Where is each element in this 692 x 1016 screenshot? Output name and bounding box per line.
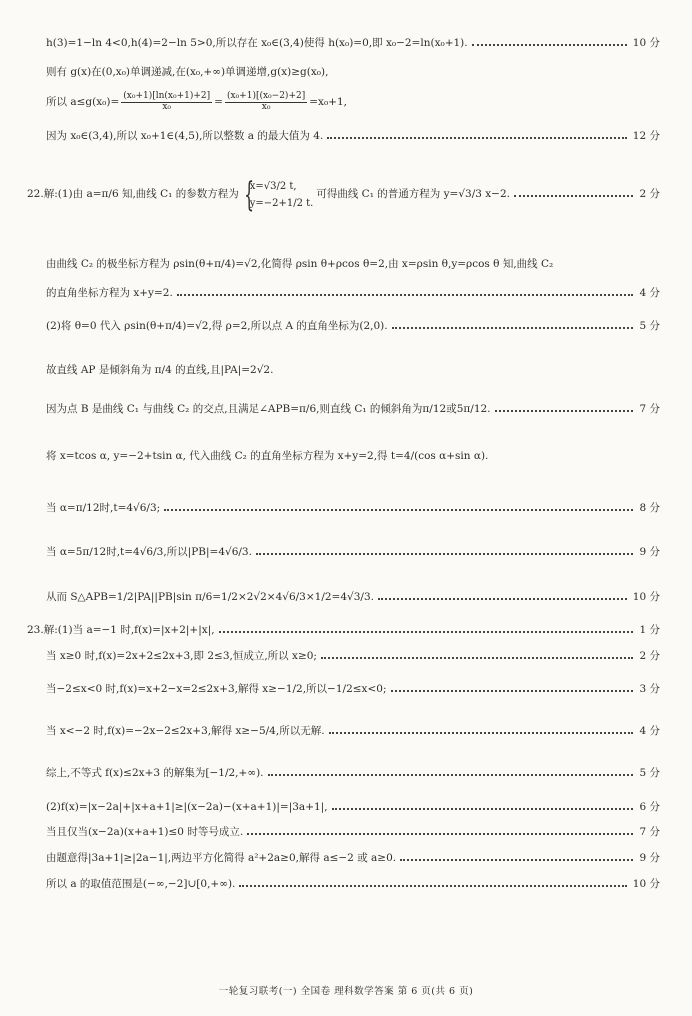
- line-7: [46, 287, 660, 301]
- line-1: [46, 37, 660, 51]
- line-5: [27, 160, 660, 230]
- line-text: 当 x<−2 时,f(x)=−2x−2≤2x+3,解得 x≥−5/4,所以无解.: [46, 725, 325, 737]
- line-6: [46, 258, 660, 272]
- leader-dots: [495, 410, 634, 412]
- line-13: [46, 546, 660, 560]
- system-row: y=−2+1/2 t.: [249, 198, 314, 209]
- leader-dots: [329, 732, 634, 734]
- equals-sign: =: [214, 95, 223, 108]
- denominator: x₀: [261, 101, 271, 112]
- line-text: (2)将 θ=0 代入 ρsin(θ+π/4)=√2,得 ρ=2,所以点 A 的直角坐标为(2,0).: [46, 320, 388, 332]
- equation-system: [242, 175, 314, 215]
- leader-dots: [177, 294, 634, 296]
- system-row: x=√3/2 t,: [249, 181, 297, 192]
- line-3: [46, 92, 660, 113]
- line-14: [46, 591, 660, 605]
- line-text: 当−2≤x<0 时,f(x)=x+2−x=2≤2x+3,解得 x≥−1/2,所以−1/2≤x<0;: [46, 683, 387, 695]
- line-text: 所以 a≤g(x₀)=: [46, 95, 120, 108]
- line-15: [27, 624, 660, 638]
- score-label: 6 分: [639, 801, 660, 813]
- denominator: x₀: [162, 101, 172, 112]
- fraction: [121, 92, 212, 113]
- line-text: 从而 S△APB=1/2|PA||PB|sin π/6=1/2×2√2×4√6/3×1/2=4√3/3.: [46, 591, 374, 603]
- line-text: h(3)=1−ln 4<0,h(4)=2−ln 5>0,所以存在 x₀∈(3,4)使得 h(x₀)=0,即 x₀−2=ln(x₀+1).: [46, 37, 468, 49]
- leader-dots: [327, 137, 627, 139]
- leader-dots: [247, 833, 633, 835]
- line-text: 当 x≥0 时,f(x)=2x+2≤2x+3,即 2≤3,恒成立,所以 x≥0;: [46, 650, 317, 662]
- score-label: 9 分: [639, 546, 660, 558]
- line-text: 因为点 B 是曲线 C₁ 与曲线 C₂ 的交点,且满足∠APB=π/6,则直线 C₁ 的倾斜角为π/12或5π/12.: [46, 403, 491, 415]
- line-text: 所以 a 的取值范围是(−∞,−2]∪[0,+∞).: [46, 878, 236, 890]
- line-11: [46, 450, 660, 464]
- leader-dots: [321, 657, 634, 659]
- leader-dots: [268, 774, 634, 776]
- line-2: [46, 66, 660, 80]
- line-text: (2)f(x)=|x−2a|+|x+a+1|≥|(x−2a)−(x+a+1)|=|3a+1|,: [46, 801, 328, 813]
- leader-dots: [391, 690, 634, 692]
- score-label: 12 分: [632, 130, 660, 142]
- line-text: 因为 x₀∈(3,4),所以 x₀+1∈(4,5),所以整数 a 的最大值为 4.: [46, 130, 324, 142]
- leader-dots: [332, 808, 634, 810]
- expression-tail: =x₀+1,: [309, 95, 347, 108]
- score-label: 10 分: [632, 37, 660, 49]
- fraction: [225, 92, 307, 113]
- line-21: [46, 826, 660, 840]
- score-label: 7 分: [639, 826, 660, 838]
- line-text: 23.解:(1)当 a=−1 时,f(x)=|x+2|+|x|,: [27, 624, 215, 636]
- leader-dots: [514, 195, 633, 197]
- line-text: 综上,不等式 f(x)≤2x+3 的解集为[−1/2,+∞).: [46, 767, 264, 779]
- line-text: 故直线 AP 是倾斜角为 π/4 的直线,且|PA|=2√2.: [46, 364, 274, 376]
- leader-dots: [392, 327, 634, 329]
- brace-glyph: {: [243, 175, 254, 215]
- line-text: 则有 g(x)在(0,x₀)单调递减,在(x₀,+∞)单调递增,g(x)≥g(x₀),: [46, 66, 329, 78]
- score-label: 10 分: [632, 591, 660, 603]
- leader-dots: [400, 859, 633, 861]
- score-label: 4 分: [639, 287, 660, 299]
- line-23: [46, 878, 660, 892]
- line-text: 由曲线 C₂ 的极坐标方程为 ρsin(θ+π/4)=√2,化简得 ρsin θ+ρcos θ=2,由 x=ρsin θ,y=ρcos θ 知,曲线 C₂: [46, 258, 554, 270]
- leader-dots: [239, 885, 626, 887]
- score-label: 5 分: [639, 767, 660, 779]
- line-text: 由题意得|3a+1|≥|2a−1|,两边平方化简得 a²+2a≥0,解得 a≤−2 或 a≥0.: [46, 852, 397, 864]
- leader-dots: [472, 44, 627, 46]
- line-8: [46, 320, 660, 334]
- line-4: [46, 130, 660, 144]
- line-9: [46, 364, 660, 378]
- leader-dots: [164, 509, 633, 511]
- score-label: 3 分: [639, 683, 660, 695]
- line-22: [46, 852, 660, 866]
- leader-dots: [378, 598, 627, 600]
- line-text: 当且仅当(x−2a)(x+a+1)≤0 时等号成立.: [46, 826, 244, 838]
- leader-dots: [219, 631, 634, 633]
- numerator: (x₀+1)[ln(x₀+1)+2]: [123, 91, 211, 101]
- score-label: 4 分: [639, 725, 660, 737]
- line-text: 当 α=π/12时,t=4√6/3;: [46, 502, 161, 514]
- score-label: 5 分: [639, 320, 660, 332]
- line-text: 当 α=5π/12时,t=4√6/3,所以|PB|=4√6/3.: [46, 546, 252, 558]
- line-text: 将 x=tcos α, y=−2+tsin α, 代入曲线 C₂ 的直角坐标方程为 x+y=2,得 t=4/(cos α+sin α).: [46, 450, 489, 462]
- line-text: 可得曲线 C₁ 的普通方程为 y=√3/3 x−2.: [316, 188, 510, 201]
- page-footer: 一轮复习联考(一) 全国卷 理科数学答案 第 6 页(共 6 页): [218, 986, 474, 997]
- score-label: 7 分: [639, 403, 660, 415]
- line-18: [46, 725, 660, 739]
- line-text: 的直角坐标方程为 x+y=2.: [46, 287, 173, 299]
- line-12: [46, 502, 660, 516]
- line-20: [46, 801, 660, 815]
- score-label: 8 分: [639, 502, 660, 514]
- score-label: 10 分: [632, 878, 660, 890]
- leader-dots: [256, 553, 634, 555]
- line-10: [46, 403, 660, 417]
- score-label: 2 分: [639, 650, 660, 662]
- score-label: 9 分: [639, 852, 660, 864]
- line-19: [46, 767, 660, 781]
- score-label: 2 分: [639, 188, 660, 201]
- line-17: [46, 683, 660, 697]
- numerator: (x₀+1)[(x₀−2)+2]: [226, 91, 306, 101]
- line-16: [46, 650, 660, 664]
- score-label: 1 分: [639, 624, 660, 636]
- line-text: 22.解:(1)由 a=π/6 知,曲线 C₁ 的参数方程为: [27, 188, 239, 201]
